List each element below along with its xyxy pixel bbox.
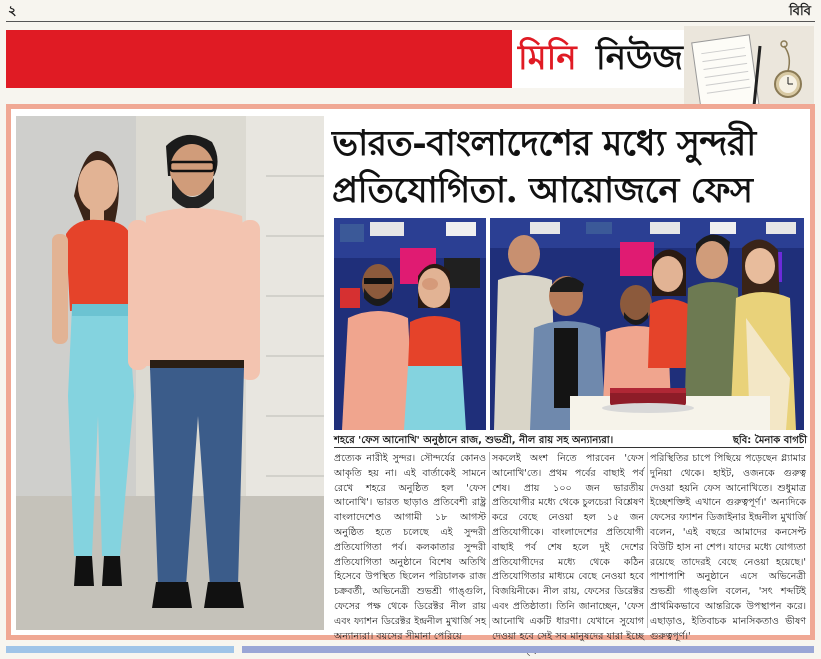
top-rule xyxy=(6,21,815,22)
caption-rule xyxy=(334,447,804,448)
article-column-3: পরিস্থিতির চাপে পিছিয়ে পড়েছেন গ্ল্যামার দুনিয়া থেকে। হাইট, ওজনকে গুরুত্ব দেওয়া হয়নি ফেস আনোখিতে। শুধুমাত্র ইচ্ছেশক্তিই এখানে গুরুত্বপূর্ণ।' অন্যদিকে ফেসের ফ্যাশন ডিজাইনার ইন্দ্রনীল মুখার্জি বলেন, 'এই বছরে আমাদের কনসেপ্ট বিউটি হাস না শেপ। যাদের মধ্যে যোগ্যতা রয়েছে তাদেরই বেছে নেওয়া হয়েছে।' পাশাপাশি অনুষ্ঠানে এসে অভিনেত্রী শুভশ্রী গাঙ্গুলি বলেন, 'সৎ শব্দটিই প্রাথমিকভাবে আন্তরিকে উপস্থাপন করে। এছাড়াও, ইতিবাচক মানসিকতাও ভীষণ গুরুত্বপূর্ণ।' xyxy=(650,453,806,642)
photo-couple xyxy=(16,116,324,630)
article-column-2: সকলেই অংশ নিতে পারবেন 'ফেস আনোখি'তে। প্রথম পর্বের বাছাই পর্ব শেষ। প্রায় ১০০ জন ভারতীয় প্রতিযোগীর মধ্যে থেকে চুলচেরা বিশ্লেষণ করে বেছে নেওয়া হল ১৫ জন প্রতিযোগীকে। বাংলাদেশের প্রতিযোগী বাছাই পর্ব শেষ হলে দুই দেশের প্রতিযোগীদের মধ্যে থেকে কঠিন প্রতিযোগিতার মাধ্যমে বেছে নেওয়া হবে বিজয়িনীকে। নীল রায়, ফেসের ডিরেক্টর এবং প্রতিষ্ঠাতা। তিনি জানাচ্ছেন, 'ফেস আনোখি একটি ধারণা। যেখানে সুযোগ দেওয়া হবে সেই সব মানুষদের যারা ইচ্ছে xyxy=(492,453,644,642)
column-separator xyxy=(489,452,490,628)
bottom-strip-right xyxy=(242,646,814,653)
headline-line-1: ভারত-বাংলাদেশের মধ্যে সুন্দরী xyxy=(332,123,756,164)
banner-mini-label: মিনি xyxy=(518,38,577,78)
photo-credit: ছবি: মৈনাক বাগচী xyxy=(732,435,807,446)
headline-line-2: প্রতিযোগিতা. আয়োজনে ফেস xyxy=(332,170,753,211)
paper-name: বিবি xyxy=(789,4,811,19)
banner-red-bar xyxy=(6,30,516,88)
photo-celebrities-eating xyxy=(334,218,486,430)
page-number: ২ xyxy=(8,4,17,19)
column-separator xyxy=(647,452,648,628)
headline xyxy=(332,120,808,214)
bottom-strip-left xyxy=(6,646,234,653)
article-column-1: প্রত্যেক নারীই সুন্দর। সৌন্দর্যের কোনও আকৃতি হয় না। এই বার্তাকেই সামনে রেখে শহরে অনুষ্ঠিত হল 'ফেস আনোখি'। ভারত ছাড়াও প্রতিবেশী রাষ্ট্র বাংলাদেশেও আগামী ১৮ আগস্ট অনুষ্ঠিত হতে চলেছে এই সুন্দরী প্রতিযোগিতা পর্ব। কলকাতার সুন্দরী প্রতিযোগিতা অনুষ্ঠানে বিশেষ অতিথি হিসেবে উপস্থিত ছিলেন পরিচালক রাজ চক্রবর্তী, অভিনেত্রী শুভশ্রী গাঙ্গুলি, ফেসের পক্ষ থেকে ডিরেক্টর নীল রায় এবং ফ্যাশন ডিরেক্টর ইন্দ্রনীল মুখার্জি সহ অন্যান্যরা। বয়সের সীমানা পেরিয়ে xyxy=(334,453,486,642)
photo-cake-cutting xyxy=(490,218,804,430)
notebook-watch-illustration xyxy=(684,26,814,112)
banner-news-label: নিউজ xyxy=(596,38,683,78)
photo-caption: শহরে 'ফেস আনোখি' অনুষ্ঠানে রাজ, শুভশ্রী, নীল রায় সহ অন্যান্যরা। xyxy=(334,435,614,446)
